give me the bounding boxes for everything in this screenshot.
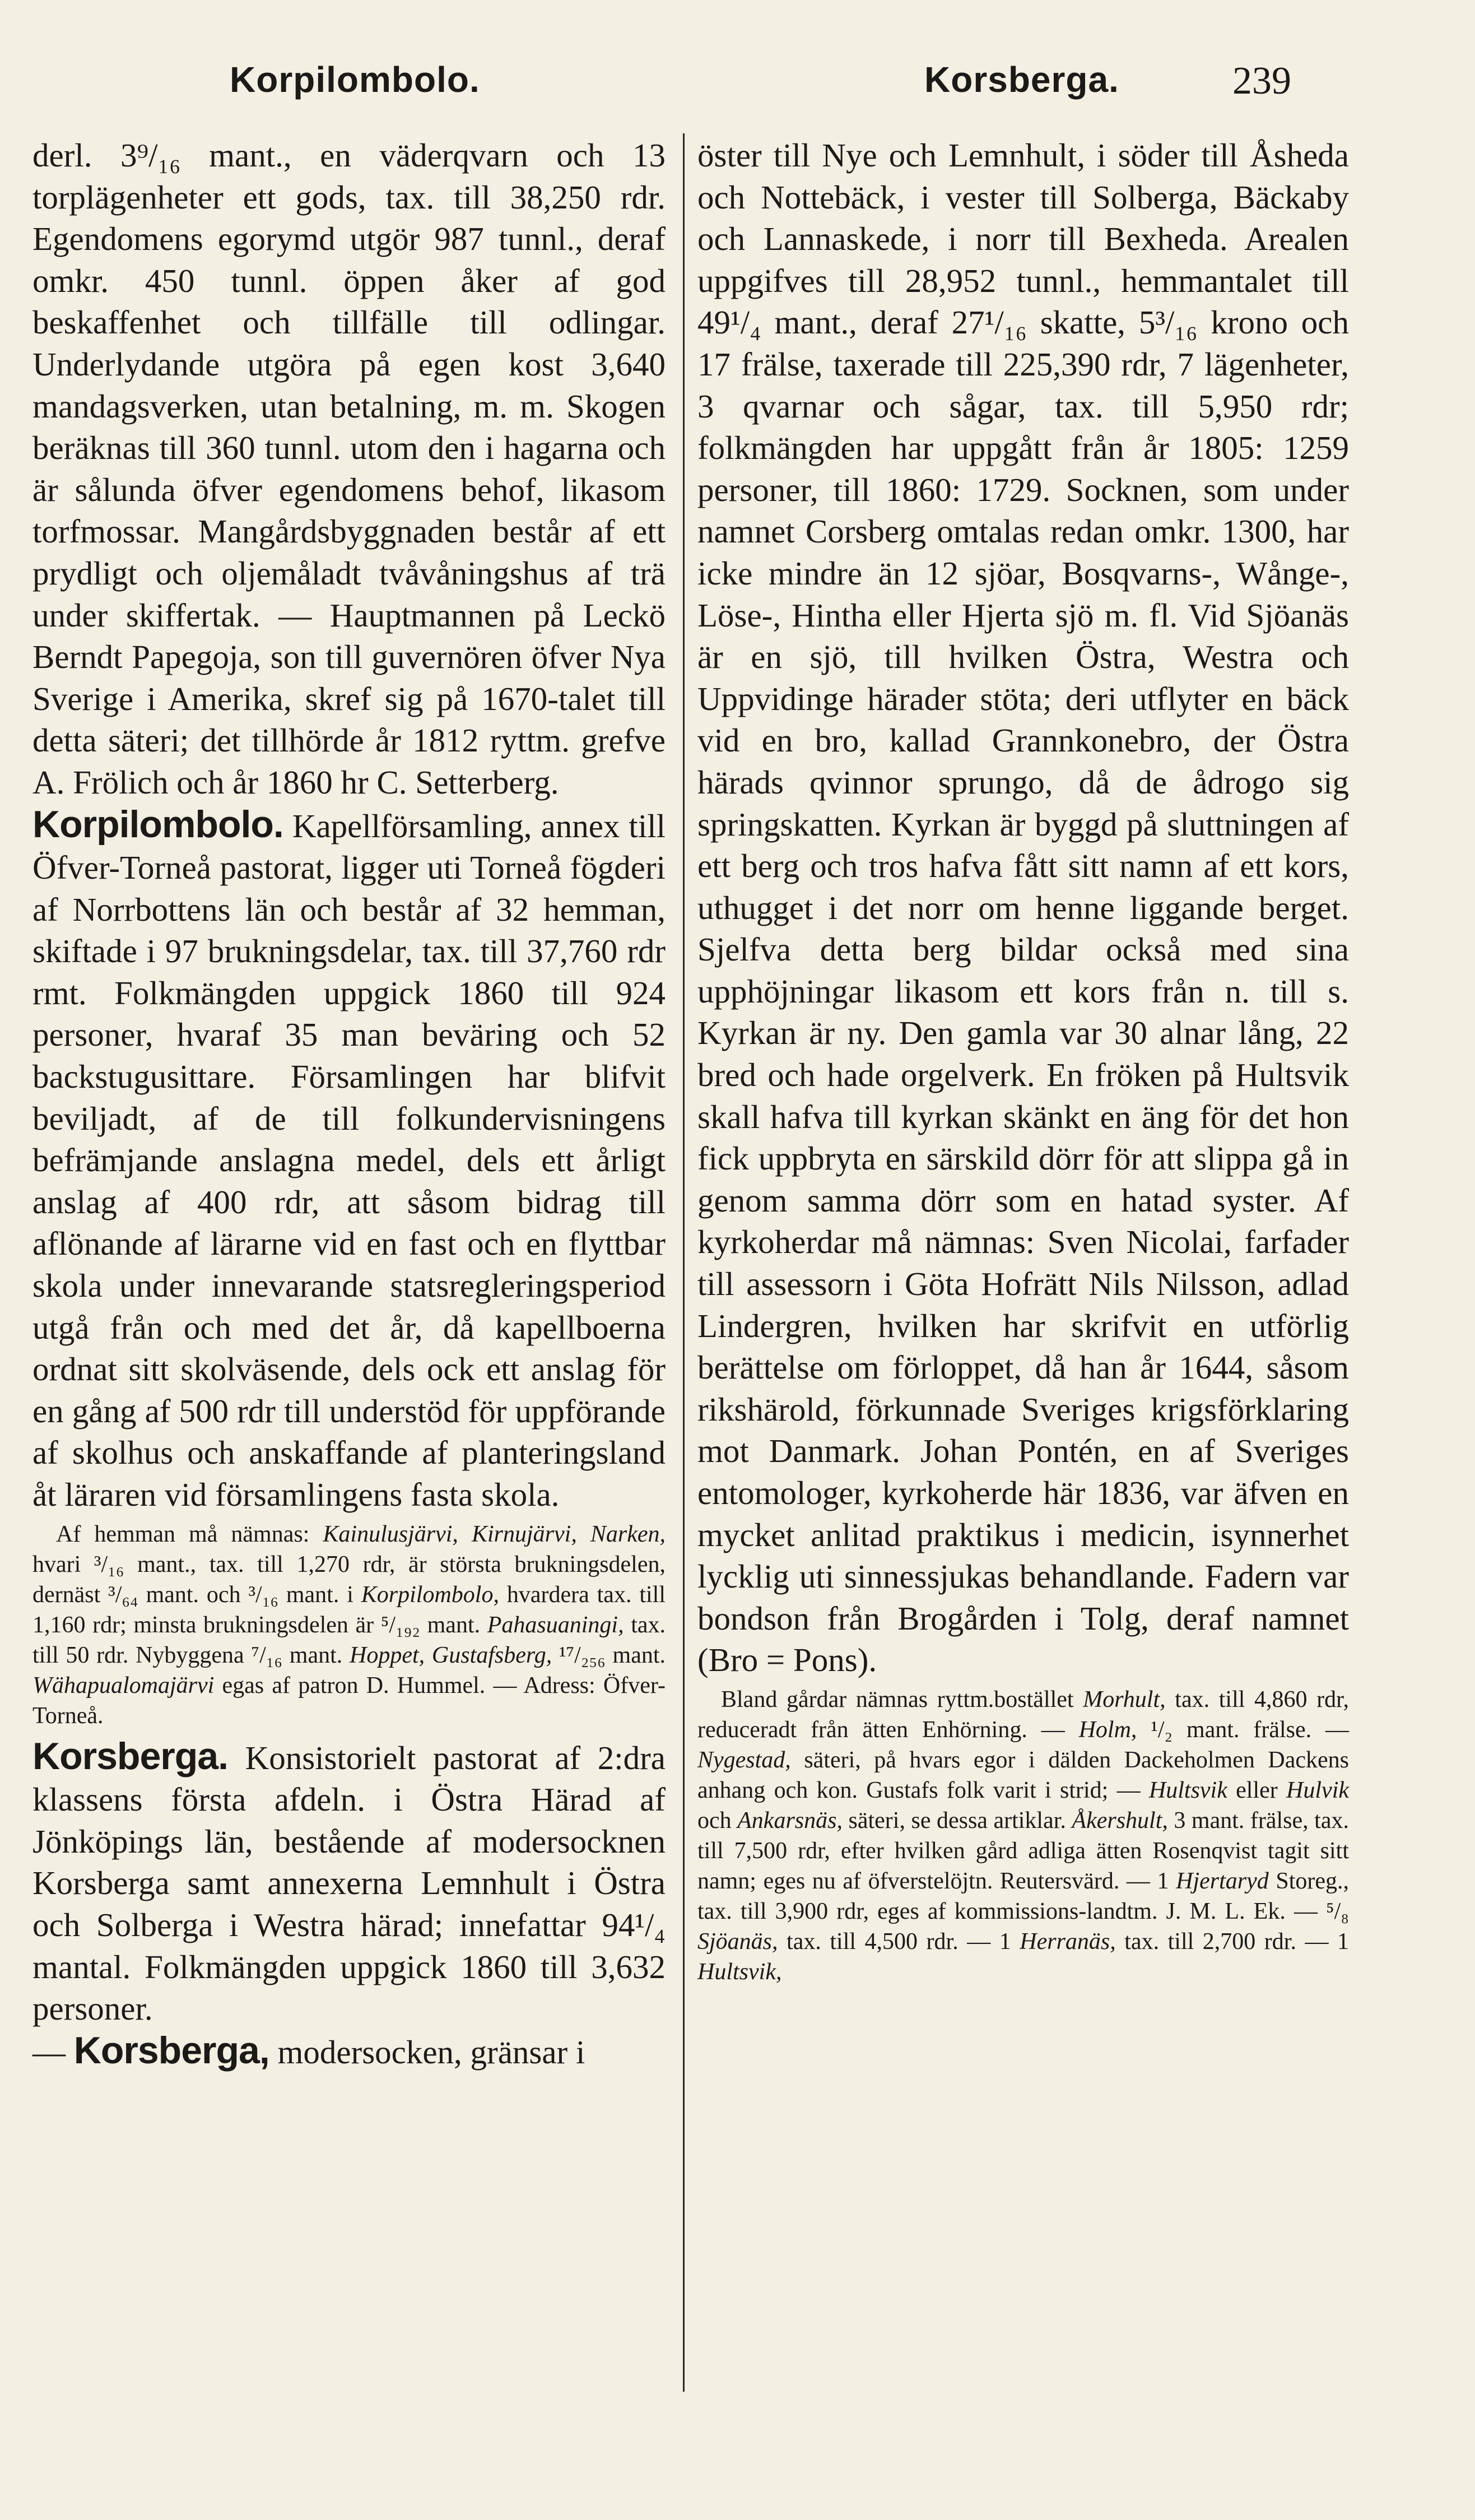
note-italic: Hoppet, Gustafsberg, bbox=[350, 1642, 552, 1668]
note-text: tax. till 50 rdr. Nybyggena ⁷/₁₆ mant. bbox=[32, 1612, 666, 1668]
entry-korsberga-pastorat bbox=[32, 1735, 666, 2030]
note-italic: Morhult, bbox=[1083, 1686, 1166, 1713]
note-italic: Hulvik bbox=[1286, 1777, 1349, 1803]
dash: — bbox=[32, 2033, 74, 2071]
note-italic: Hultsvik, bbox=[697, 1959, 782, 1985]
entry-headword: Korsberga. bbox=[32, 1734, 228, 1778]
note-text: ¹/₂ mant. frälse. — bbox=[1137, 1716, 1349, 1743]
note-italic: Holm, bbox=[1078, 1716, 1137, 1743]
note-italic: Hjertaryd bbox=[1176, 1868, 1269, 1894]
entry-headword: Korpilombolo. bbox=[32, 802, 283, 846]
entry-text: Kapellförsamling, annex till Öfver-Torneå pastorat, ligger uti Torneå fögderi af Norrbottens län och består af 32 hemman, skiftade i 97 brukningsdelar, tax. till 37,760 rdr rmt. Folkmängden uppgick 1860 till 924 personer, hvaraf 35 man beväring och 52 backstugusittare. Församlingen har blifvit beviljadt, af de till folkundervisningens befrämjande anslagna medel, dels ett årligt anslag af 400 rdr, att såsom bidrag till aflönande af lärarne vid en fast och en flyttbar skola under innevarande statsregleringsperiod utgå från och med det år, då kapellboerna ordnat sitt skolväsende, dels ock ett anslag för en gång af 500 rdr till understöd för uppförande af skolhus och anskaffande af planteringsland åt läraren vid församlingens fasta skola. bbox=[32, 807, 666, 1513]
page-header bbox=[0, 59, 1475, 126]
running-head-right: Korsberga. bbox=[924, 59, 1119, 100]
entry-text: modersocken, gränsar i bbox=[269, 2033, 585, 2071]
small-print-note bbox=[32, 1519, 666, 1731]
note-text: säteri, se dessa artiklar. bbox=[843, 1807, 1072, 1834]
note-italic: Pahasuaningi, bbox=[487, 1612, 624, 1638]
running-head-left: Korpilombolo. bbox=[230, 59, 480, 100]
note-italic: Herranäs, bbox=[1020, 1928, 1116, 1955]
note-text: 3 mant. frälse, tax. till 7,500 rdr, efter hvilken gård adliga ätten Rosenqvist tagit sitt namn; eges nu af öfverstelöjtn. Reutersvärd. — 1 bbox=[697, 1807, 1349, 1894]
entry-korsberga-socken bbox=[32, 2030, 666, 2073]
entry-korsberga-continued: öster till Nye och Lemnhult, i söder till Åsheda och Nottebäck, i vester till Solberga, Bäckaby och Lannaskede, i norr till Bexheda. Arealen uppgifves till 28,952 tunnl., hemmantalet till 49¹/₄ mant., deraf 27¹/₁₆ skatte, 5³/₁₆ krono och 17 frälse, taxerade till 225,390 rdr, 7 lägenheter, 3 qvarnar och sågar, tax. till 5,950 rdr; folkmängden har uppgått från år 1805: 1259 personer, till 1860: 1729. Socknen, som under namnet Corsberg omtalas redan omkr. 1300, har icke mindre än 12 sjöar, Bosqvarns-, Wånge-, Löse-, Hintha eller Hjerta sjö m. fl. Vid Sjöanäs är en sjö, till hvilken Östra, Westra och Uppvidinge härader stöta; deri utflyter en bäck vid en bro, kallad Grannkonebro, der Östra härads qvinnor sprungo, då de ådrogo sig springskatten. Kyrkan är byggd på sluttningen af ett berg och tros hafva fått sitt namn af ett kors, uthugget i det norr om henne liggande berget. Sjelfva detta berg bildar också med sina upphöjningar likasom ett kors från n. till s. Kyrkan är ny. Den gamla var 30 alnar lång, 22 bred och hade orgelverk. En fröken på Hultsvik skall hafva till kyrkan skänkt en äng för det hon fick uppbryta en särskild dörr för att slippa gå in genom samma dörr som en hatad syster. Af kyrkoherdar må nämnas: Sven Nicolai, farfader till assessorn i Göta Hofrätt Nils Nilsson, adlad Lindergren, hvilken har skrifvit en utförlig berättelse om förloppet, då han år 1644, såsom rikshärold, förkunnade Sveriges krigsförklaring mot Danmark. Johan Pontén, en af Sveriges entomologer, kyrkoherde här 1836, var äfven en mycket anlitad praktikus i medicin, isynnerhet lycklig uti sinnessjukas behandlande. Fadern var bondson från Brogården i Tolg, deraf namnet (Bro = Pons). bbox=[697, 137, 1349, 1679]
note-text: tax. till 4,860 rdr, reduceradt från ätten Enhörning. — bbox=[697, 1686, 1349, 1743]
note-text: Af hemman må nämnas: bbox=[56, 1521, 323, 1547]
note-text: Storeg., tax. till 3,900 rdr, eges af kommissions-landtm. J. M. L. Ek. — ⁵/₈ bbox=[697, 1868, 1350, 1924]
note-text: hvardera tax. till 1,160 rdr; minsta brukningsdelen är ⁵/₁₉₂ mant. bbox=[32, 1581, 666, 1638]
column-divider bbox=[683, 133, 685, 2392]
note-text: eller bbox=[1227, 1777, 1287, 1803]
entry-text: Konsistorielt pastorat af 2:dra klassens första afdeln. i Östra Härad af Jönköpings län, bestående af modersocknen Korsberga samt annexerna Lemnhult i Östra och Solberga i Westra härad; innefattar 94¹/₄ mantal. Folkmängden uppgick 1860 till 3,632 personer. bbox=[32, 1739, 666, 2027]
note-text: ¹⁷/₂₅₆ mant. bbox=[552, 1642, 666, 1668]
note-italic: Ankarsnäs, bbox=[737, 1807, 843, 1834]
note-italic: Wähapualomajärvi bbox=[32, 1672, 215, 1698]
note-text: tax. till 2,700 rdr. — 1 bbox=[1115, 1928, 1349, 1955]
note-italic: Sjöanäs, bbox=[697, 1928, 778, 1955]
note-italic: Nygestad, bbox=[697, 1747, 791, 1773]
note-text: tax. till 4,500 rdr. — 1 bbox=[778, 1928, 1020, 1955]
note-italic: Hultsvik bbox=[1148, 1777, 1227, 1803]
page-number: 239 bbox=[1232, 59, 1291, 103]
left-column bbox=[32, 134, 666, 2073]
right-column bbox=[697, 134, 1349, 1987]
note-text: Bland gårdar nämnas ryttm.bostället bbox=[721, 1686, 1083, 1713]
note-italic: Kainulusjärvi, Kirnujärvi, Narken, bbox=[323, 1521, 666, 1547]
small-print-note bbox=[697, 1684, 1349, 1987]
note-text: säteri, på hvars egor i dälden Dackeholmen Dackens anhang och kon. Gustafs folk varit i strid; — bbox=[697, 1747, 1349, 1803]
entry-headword: Korsberga, bbox=[73, 2029, 269, 2072]
note-italic: Korpilombolo, bbox=[361, 1581, 499, 1608]
entry-continuation: derl. 3⁹/₁₆ mant., en väderqvarn och 13 torplägenheter ett gods, tax. till 38,250 rdr. Egendomens egorymd utgör 987 tunnl., deraf omkr. 450 tunnl. öppen åker af god beskaffenhet och tillfälle till odlingar. Underlydande utgöra på egen kost 3,640 mandagsverken, utan betalning, m. m. Skogen beräknas till 360 tunnl. utom den i hagarna och är sålunda öfver egendomens behof, likasom torfmossar. Mangårdsbyggnaden består af ett prydligt och oljemåladt tvåvåningshus af trä under skiffertak. — Hauptmannen på Leckö Berndt Papegoja, son till guvernören öfver Nya Sverige i Amerika, skref sig på 1670-talet till detta säteri; det tillhörde år 1812 ryttm. grefve A. Frölich och år 1860 hr C. Setterberg. bbox=[32, 137, 666, 801]
entry-korpilombolo bbox=[32, 804, 666, 1516]
note-text: och bbox=[697, 1807, 738, 1834]
note-text: hvari ³/₁₆ mant., tax. till 1,270 rdr, är största brukningsdelen, dernäst ³/₆₄ mant. och ³/₁₆ mant. i bbox=[32, 1551, 666, 1608]
note-text: egas af patron D. Hummel. — Adress: Öfver-Torneå. bbox=[32, 1672, 666, 1729]
note-italic: Åkershult, bbox=[1072, 1807, 1168, 1834]
